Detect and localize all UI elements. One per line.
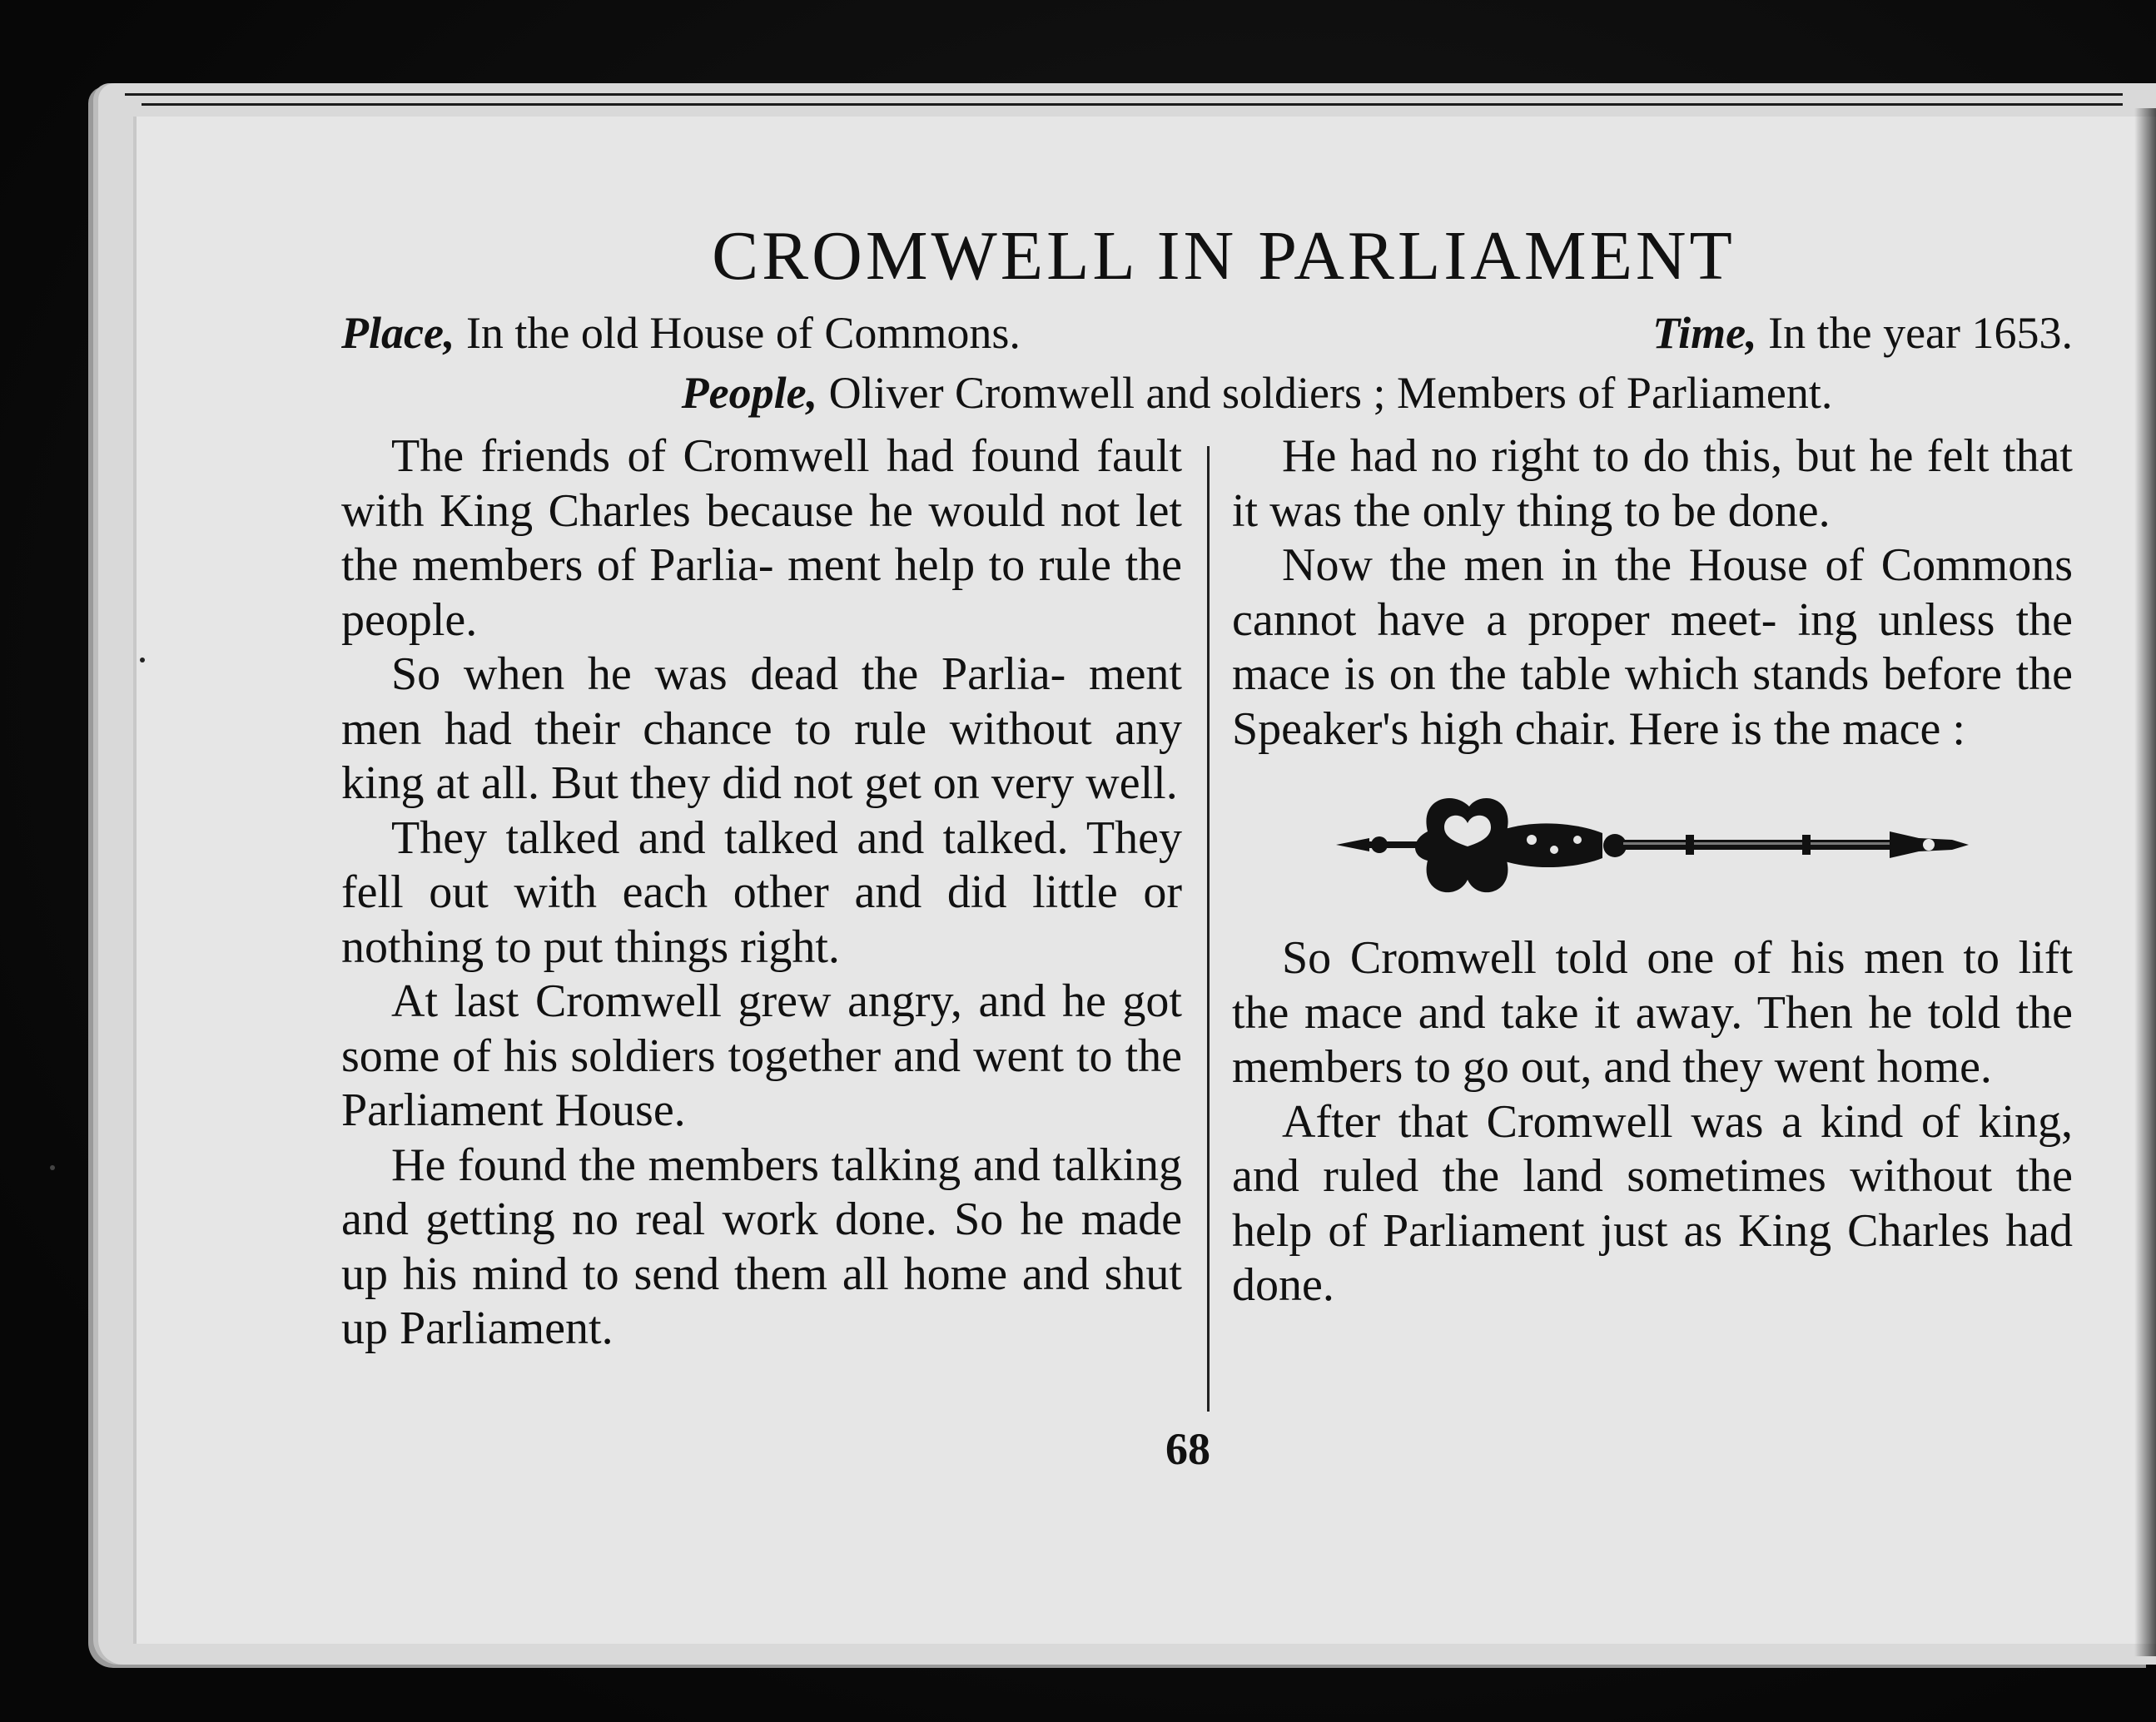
paragraph: Now the men in the House of Commons cannot have a proper meet- ing unless the mace is on the table which stands before the Speaker's high chair. Here is the mace : xyxy=(1232,539,2073,755)
place-text: In the old House of Commons. xyxy=(455,308,1021,358)
place-time-line xyxy=(341,303,2073,363)
mace-icon xyxy=(1336,782,1969,906)
page-number: 68 xyxy=(1165,1424,1210,1474)
paragraph: So Cromwell told one of his men to lift the mace and take it away. Then he told the members to go out, and they went home. xyxy=(1232,932,2073,1093)
paragraph: He found the members talking and talking and getting no real work done. So he made up his mind to send them all home and shut up Parliament. xyxy=(341,1139,1182,1354)
paragraph: After that Cromwell was a kind of king, and ruled the land sometimes without the help of Parliament just as King Charles had done. xyxy=(1232,1095,2073,1311)
page-edge-line xyxy=(142,103,2123,106)
mace-illustration xyxy=(1232,757,2073,931)
people-text: Oliver Cromwell and soldiers ; Members of Parliament. xyxy=(817,368,1833,418)
scan-speck xyxy=(140,658,145,662)
people-line xyxy=(341,363,2073,423)
people-label: People, xyxy=(681,368,818,418)
time-text: In the year 1653. xyxy=(1756,308,2073,358)
time-label: Time, xyxy=(1652,308,1757,358)
column-divider xyxy=(1207,446,1210,1412)
time-line xyxy=(1652,303,2073,363)
page-text xyxy=(341,215,2073,1357)
left-column xyxy=(341,429,1182,1357)
right-column xyxy=(1232,429,2073,1357)
paragraph: They talked and talked and talked. They fell out with each other and did little or nothing to put things right. xyxy=(341,811,1182,973)
paragraph: So when he was dead the Parlia- ment men had their chance to rule without any king at all. But they did not get on very well. xyxy=(341,648,1182,809)
paragraph: He had no right to do this, but he felt that it was the only thing to be done. xyxy=(1232,430,2073,537)
page-edge-line xyxy=(125,93,2123,96)
paragraph: At last Cromwell grew angry, and he got some of his soldiers together and went to the Parliament House. xyxy=(341,975,1182,1136)
page-title: CROMWELL IN PARLIAMENT xyxy=(712,217,1736,295)
scan-speck xyxy=(50,1165,55,1170)
place-label: Place, xyxy=(341,308,455,358)
page-fold-shadow xyxy=(2134,108,2156,1656)
place-line xyxy=(341,303,1021,363)
two-column-body xyxy=(341,429,2073,1357)
paragraph: The friends of Cromwell had found fault with King Charles because he would not let the members of Parlia- ment help to rule the people. xyxy=(341,430,1182,646)
